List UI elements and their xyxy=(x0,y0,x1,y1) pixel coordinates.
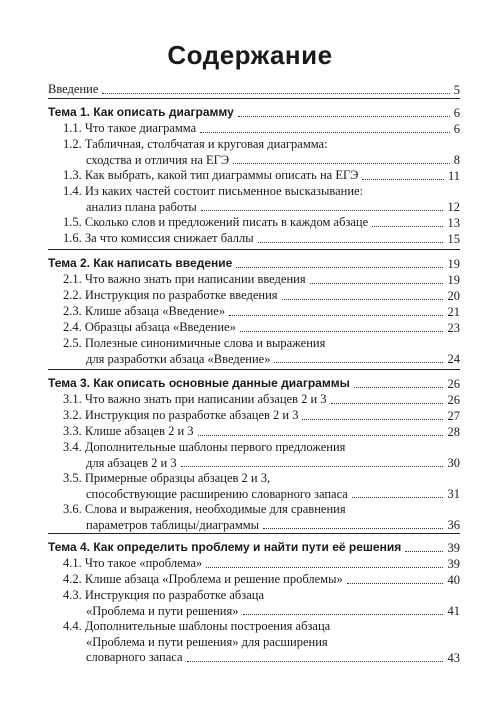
toc-page-number: 11 xyxy=(447,168,460,183)
section-divider xyxy=(48,98,460,99)
dot-leader xyxy=(236,266,443,268)
toc-entry-text: 2.2. Инструкция по разработке введения xyxy=(63,288,278,302)
toc-page-number: 12 xyxy=(447,200,460,214)
dot-leader xyxy=(233,162,450,164)
toc-entry xyxy=(63,556,460,572)
dot-leader xyxy=(102,92,450,94)
dot-leader xyxy=(240,330,443,332)
toc-entry xyxy=(48,82,460,98)
toc-entry-text: 3.4. Дополнительные шаблоны первого предложения xyxy=(63,440,346,454)
toc-page-number: 28 xyxy=(447,424,460,439)
dot-leader xyxy=(238,115,450,117)
dot-leader xyxy=(201,209,443,211)
toc-entry xyxy=(63,272,460,288)
toc-entry-text: 2.3. Клише абзаца «Введение» xyxy=(63,304,226,318)
toc-page-number: 19 xyxy=(447,256,460,271)
section-divider xyxy=(48,249,460,250)
toc-entry xyxy=(63,572,460,588)
dot-leader xyxy=(229,314,443,316)
toc-page-number: 5 xyxy=(453,82,460,97)
section-divider xyxy=(48,533,460,534)
toc-page-number: 40 xyxy=(447,572,460,587)
toc-page-number: 6 xyxy=(453,105,460,120)
toc-entry xyxy=(63,121,460,137)
toc-entry-text: «Проблема и пути решения» для расширения xyxy=(86,634,328,649)
toc-page-number: 15 xyxy=(447,231,460,246)
page-title: Содержание xyxy=(167,40,333,70)
dot-leader xyxy=(282,298,443,300)
toc-entry xyxy=(63,231,460,247)
toc-page-number: 13 xyxy=(447,215,460,230)
toc-entry xyxy=(63,320,460,336)
toc-entry xyxy=(63,408,460,424)
section-divider xyxy=(48,369,460,370)
dot-leader xyxy=(206,566,443,568)
dot-leader xyxy=(405,550,443,552)
toc-page-number: 30 xyxy=(447,456,460,470)
toc-entry xyxy=(63,392,460,408)
toc-entry-text: анализ плана работы xyxy=(86,199,197,214)
dot-leader xyxy=(263,527,443,529)
toc-entry-text: словарного запаса xyxy=(86,650,183,664)
toc-entry xyxy=(63,137,460,168)
dot-leader xyxy=(198,434,443,436)
toc-page-number: 8 xyxy=(453,153,460,167)
toc-entry-text: Введение xyxy=(48,82,99,96)
toc-page-number: 43 xyxy=(447,650,460,665)
toc-entry-text: 2.5. Полезные синонимичные слова и выражения xyxy=(63,336,326,350)
toc-entry-text: 4.2. Клише абзаца «Проблема и решение проблемы» xyxy=(63,572,343,586)
toc-entry-text: Тема 4. Как определить проблему и найти пути её решения xyxy=(48,540,402,554)
toc-entry-text: 3.5. Примерные образцы абзацев 2 и 3, xyxy=(63,471,271,485)
toc-topic-entry xyxy=(48,256,460,272)
toc-topic-entry xyxy=(48,540,460,556)
toc-entry-text: 1.4. Из каких частей состоит письменное высказывание: xyxy=(63,184,364,198)
toc-topic-entry xyxy=(48,376,460,392)
toc-page-number: 20 xyxy=(447,288,460,303)
toc-entry-text: для разработки абзаца «Введение» xyxy=(86,351,271,366)
toc-page-number: 26 xyxy=(447,376,460,391)
toc-entry xyxy=(63,440,460,471)
toc-entry xyxy=(63,215,460,231)
toc-entry-text: 3.1. Что важно знать при написании абзацев 2 и 3 xyxy=(63,392,327,406)
toc-entry-text: 1.6. За что комиссия снижает баллы xyxy=(63,231,254,245)
toc-entry-text: 3.2. Инструкция по разработке абзацев 2 и 3 xyxy=(63,408,299,422)
toc-entry xyxy=(63,424,460,440)
toc-page-number: 6 xyxy=(453,121,460,136)
toc-entry-text: Тема 1. Как описать диаграмму xyxy=(48,105,234,119)
toc-entry-text: сходства и отличия на ЕГЭ xyxy=(86,152,230,167)
dot-leader xyxy=(243,613,443,615)
toc-entry-text: 1.3. Как выбрать, какой тип диаграммы описать на ЕГЭ xyxy=(63,168,359,182)
toc-entry-text: 4.1. Что такое «проблема» xyxy=(63,556,203,570)
dot-leader xyxy=(352,496,443,498)
toc-entry xyxy=(63,471,460,502)
toc-page-number: 31 xyxy=(447,487,460,501)
toc-entry-text: 3.6. Слова и выражения, необходимые для сравнения xyxy=(63,502,346,516)
toc-topic-entry xyxy=(48,105,460,121)
toc-entry-text: «Проблема и пути решения» xyxy=(86,603,239,618)
toc-entry xyxy=(63,184,460,215)
toc-entry-text: 2.1. Что важно знать при написании введения xyxy=(63,272,306,286)
toc-page-number: 39 xyxy=(447,556,460,571)
toc-page-number: 41 xyxy=(447,604,460,618)
dot-leader xyxy=(258,241,443,243)
toc-page-number: 39 xyxy=(447,540,460,555)
toc-entry-text: 4.4. Дополнительные шаблоны построения абзаца xyxy=(63,619,331,633)
toc-entry-text: Тема 3. Как описать основные данные диаграммы xyxy=(48,376,350,390)
toc-entry-text: способствующие расширению словарного запаса xyxy=(86,486,348,501)
toc-entry-text: параметров таблицы/диаграммы xyxy=(86,517,260,532)
toc-entry-text: 1.1. Что такое диаграмма xyxy=(63,121,197,135)
toc-entry xyxy=(63,304,460,320)
toc-entry-text: 3.3. Клише абзацев 2 и 3 xyxy=(63,424,194,438)
toc-page-number: 21 xyxy=(447,304,460,319)
toc-entry-text: 1.2. Табличная, столбчатая и круговая диаграмма: xyxy=(63,137,328,151)
dot-leader xyxy=(302,418,443,420)
toc-entry-text: 1.5. Сколько слов и предложений писать в каждом абзаце xyxy=(63,215,369,229)
dot-leader xyxy=(347,582,443,584)
toc-entry-text: 4.3. Инструкция по разработке абзаца xyxy=(63,588,264,602)
toc-entry xyxy=(63,619,460,666)
toc-page-number: 24 xyxy=(447,352,460,366)
toc-entry xyxy=(63,168,460,184)
toc-entry-text: Тема 2. Как написать введение xyxy=(48,256,233,270)
dot-leader xyxy=(354,386,443,388)
toc-page-number: 23 xyxy=(447,320,460,335)
toc-page-number: 27 xyxy=(447,408,460,423)
toc-entry-text: для абзацев 2 и 3 xyxy=(86,455,177,470)
dot-leader xyxy=(274,361,443,363)
dot-leader xyxy=(362,178,444,180)
toc-entry-text: 2.4. Образцы абзаца «Введение» xyxy=(63,320,236,334)
dot-leader xyxy=(200,131,450,133)
dot-leader xyxy=(372,225,443,227)
dot-leader xyxy=(310,282,443,284)
dot-leader xyxy=(187,660,443,662)
toc-page-number: 26 xyxy=(447,392,460,407)
dot-leader xyxy=(181,465,443,467)
toc-entry xyxy=(63,288,460,304)
dot-leader xyxy=(331,402,443,404)
toc-entry xyxy=(63,588,460,619)
toc-page-number: 19 xyxy=(447,272,460,287)
toc-entry xyxy=(63,502,460,533)
toc-entry xyxy=(63,336,460,367)
toc-page-number: 36 xyxy=(447,518,460,532)
